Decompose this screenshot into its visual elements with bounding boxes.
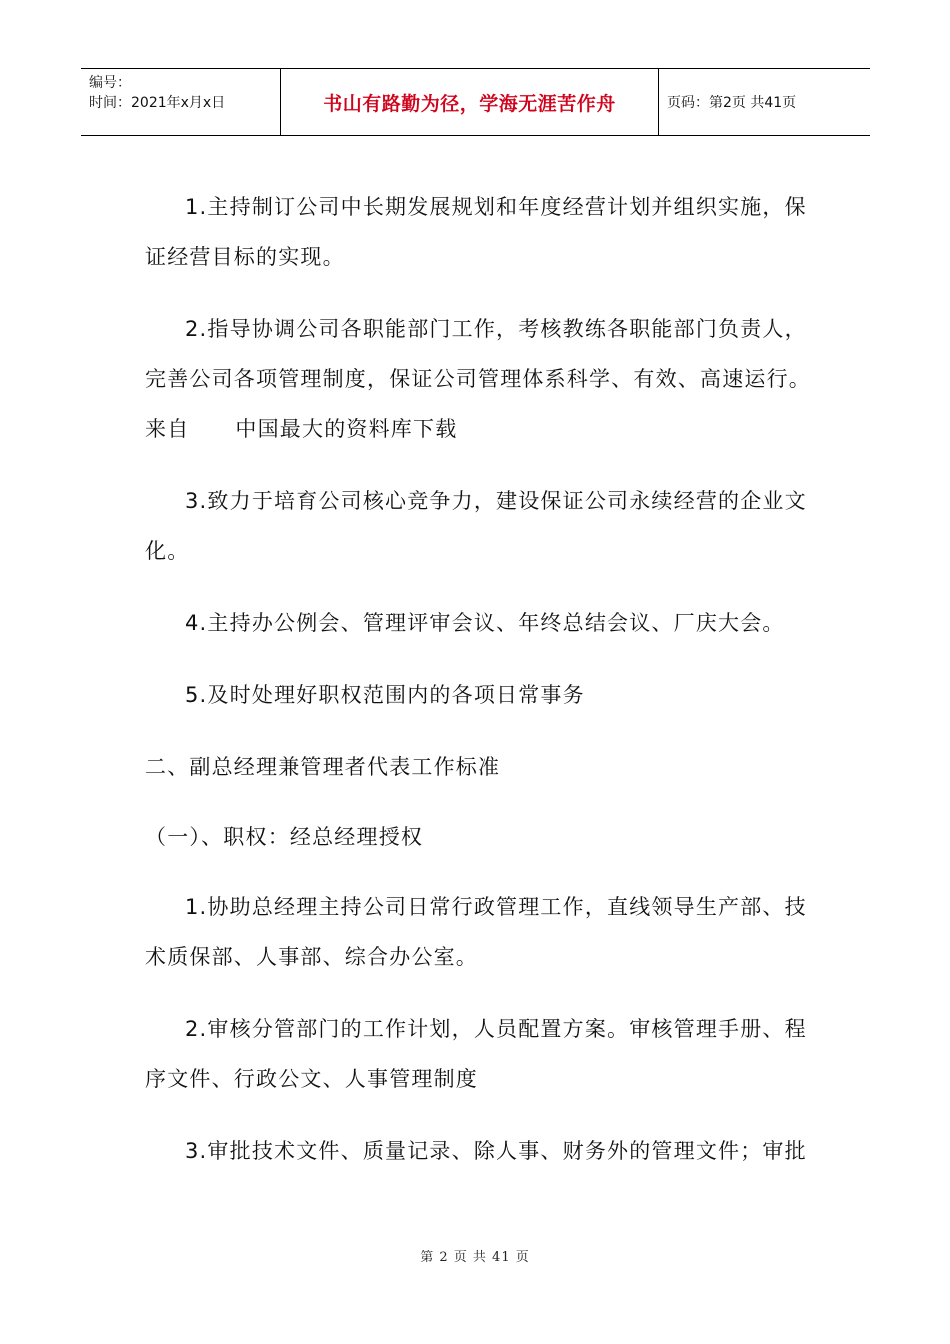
paragraph-3: 3.致力于培育公司核心竞争力，建设保证公司永续经营的企业文化。 xyxy=(145,489,807,563)
paragraph-4: 4.主持办公例会、管理评审会议、年终总结会议、厂庆大会。 xyxy=(185,611,785,635)
duty-item-3: 3.审批技术文件、质量记录、除人事、财务外的管理文件；审批 xyxy=(185,1139,807,1163)
paragraph-2 xyxy=(145,304,815,454)
header-info-cell xyxy=(81,69,281,135)
document-header xyxy=(81,68,870,136)
section-heading-2: 二、副总经理兼管理者代表工作标准 xyxy=(145,755,501,779)
serial-number-label: 编号： xyxy=(89,75,131,91)
date-label: 时间：2021年x月x日 xyxy=(89,95,226,111)
paragraph-2-text: 2.指导协调公司各职能部门工作，考核教练各职能部门负责人，完善公司各项管理制度，保证公司管理体系科学、有效、高速运行。来自 xyxy=(145,317,811,441)
paragraph-5: 5.及时处理好职权范围内的各项日常事务 xyxy=(185,683,585,707)
duty-item-2: 2.审核分管部门的工作计划，人员配置方案。审核管理手册、程序文件、行政公文、人事管理制度 xyxy=(145,1017,807,1091)
header-page-number: 页码：第2页 共41页 xyxy=(667,95,797,111)
subsection-heading-1: （一）、职权：经总经理授权 xyxy=(145,825,424,849)
paragraph-2-source: 中国最大的资料库下载 xyxy=(235,417,458,441)
document-body xyxy=(145,182,815,1198)
page-footer: 第 2 页 共 41 页 xyxy=(420,1250,530,1265)
duty-item-1: 1.协助总经理主持公司日常行政管理工作，直线领导生产部、技术质保部、人事部、综合办公室。 xyxy=(145,895,807,969)
paragraph-1: 1.主持制订公司中长期发展规划和年度经营计划并组织实施，保证经营目标的实现。 xyxy=(145,195,807,269)
header-motto: 书山有路勤为径，学海无涯苦作舟 xyxy=(281,69,659,135)
